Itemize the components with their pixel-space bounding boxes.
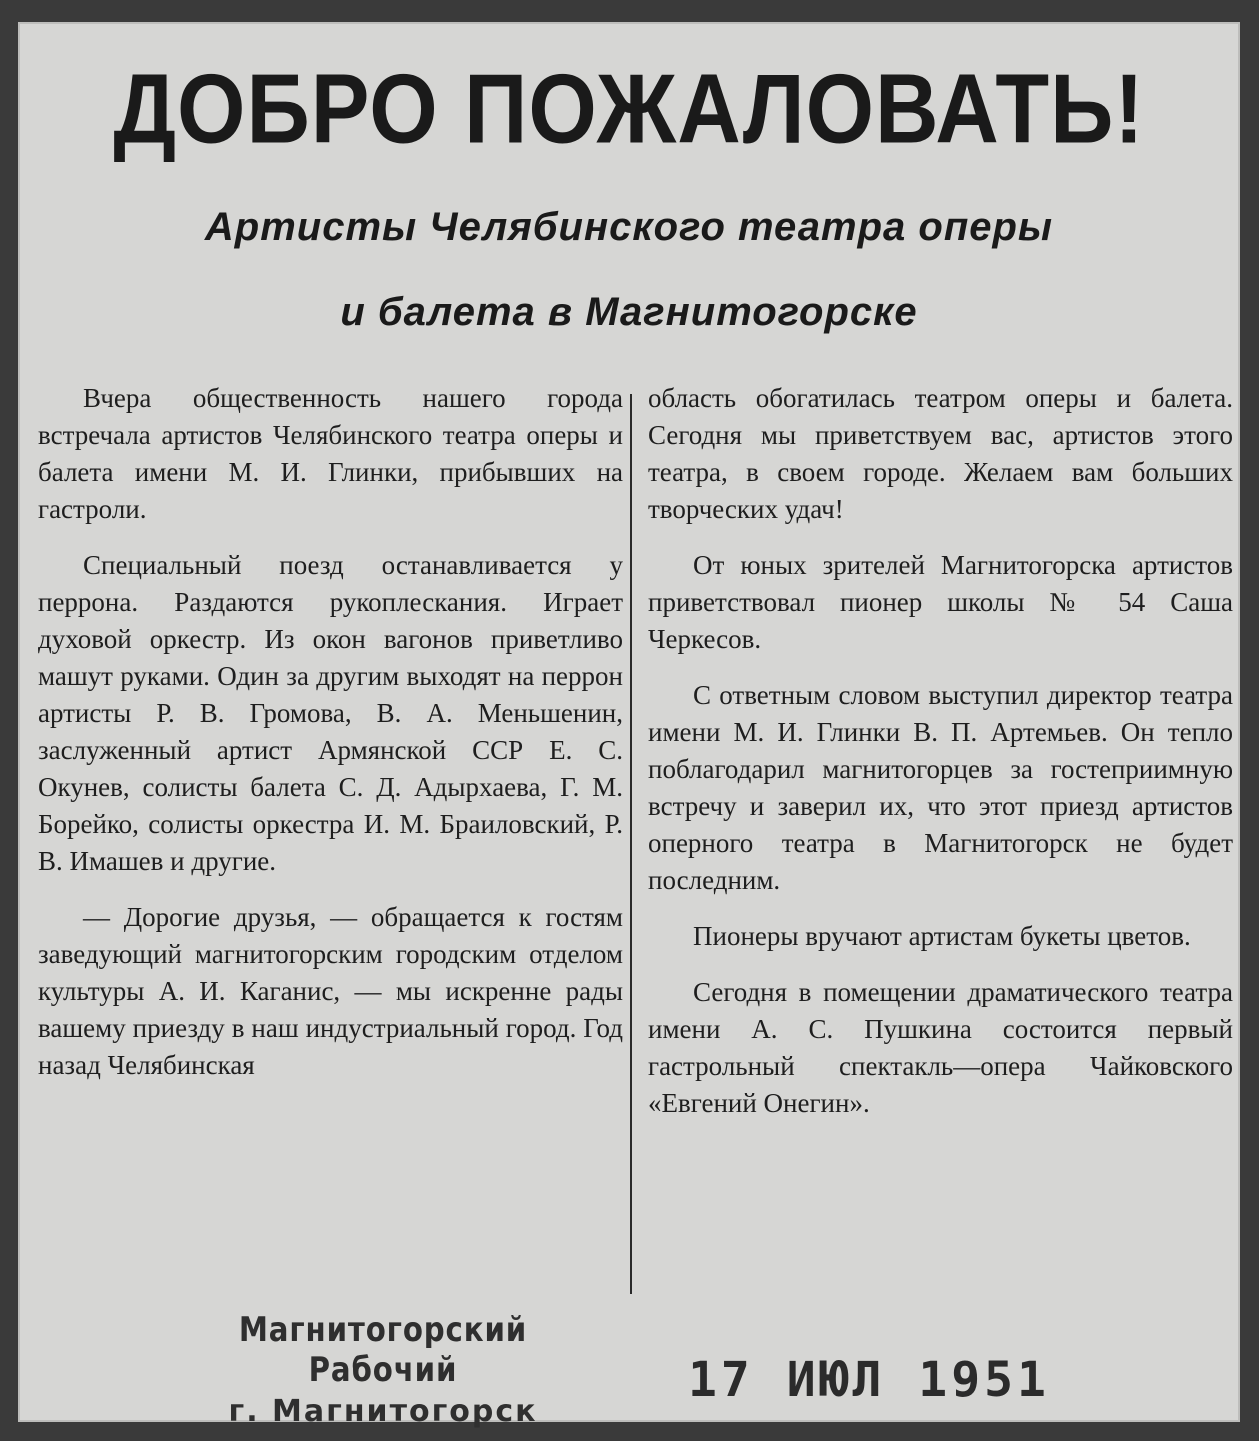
- subheadline-line-1: Артисты Челябинского театра оперы: [204, 205, 1054, 249]
- newspaper-name: Магнитогорский Рабочий: [238, 1310, 528, 1390]
- paragraph: — Дорогие друзья, — обращается к гостям заведующий магнитогорским городским отделом культуры А. И. Каганис, — мы искренне рады вашему приезду в наш индустриальный город. Год назад Челябинская: [38, 902, 623, 1080]
- headline: ДОБРО ПОЖАЛОВАТЬ!: [113, 53, 1145, 164]
- paragraph: Вчера общественность нашего города встречала артистов Челябинского театра оперы и балета имени М. И. Глинки, прибывших на гастроли.: [38, 383, 623, 524]
- paragraph: С ответным словом выступил директор театра имени М. И. Глинки В. П. Артемьев. Он тепло поблагодарил магнитогорцев за гостеприимную встречу и заверил их, что этот приезд артистов оперного театра в Магнитогорск не будет последним.: [648, 680, 1233, 895]
- newspaper-city: г. Магнитогорск: [228, 1394, 538, 1429]
- article-column-right: [648, 380, 1233, 1141]
- column-divider: [630, 394, 632, 1294]
- paragraph: Сегодня в помещении драматического театра имени А. С. Пушкина состоится первый гастрольный спектакль—опера Чайковского «Евгений Онегин».: [648, 977, 1233, 1118]
- paragraph: Пионеры вручают артистам букеты цветов.: [693, 921, 1191, 951]
- newspaper-clipping: [18, 22, 1240, 1429]
- paragraph: Специальный поезд останавливается у перрона. Раздаются рукоплескания. Играет духовой оркестр. Из окон вагонов приветливо машут руками. Один за другим выходят на перрон артисты Р. В. Громова, В. А. Меньшенин, заслуженный артист Армянской ССР Е. С. Окунев, солисты балета С. Д. Адырхаева, Г. М. Борейко, солисты оркестра И. М. Браиловский, Р. В. Имашев и другие.: [38, 550, 623, 876]
- date-stamp: 17 ИЮЛ 1951: [688, 1352, 1050, 1408]
- paragraph: От юных зрителей Магнитогорска артистов приветствовал пионер школы № 54 Саша Черкесов.: [648, 550, 1233, 654]
- article-column-left: [38, 380, 623, 1103]
- newspaper-stamp: [148, 1310, 618, 1429]
- paragraph: область обогатилась театром оперы и балета. Сегодня мы приветствуем вас, артистов этого театра, в своем городе. Желаем вам больших творческих удач!: [648, 383, 1233, 524]
- subheadline-line-2: и балета в Магнитогорске: [340, 290, 918, 334]
